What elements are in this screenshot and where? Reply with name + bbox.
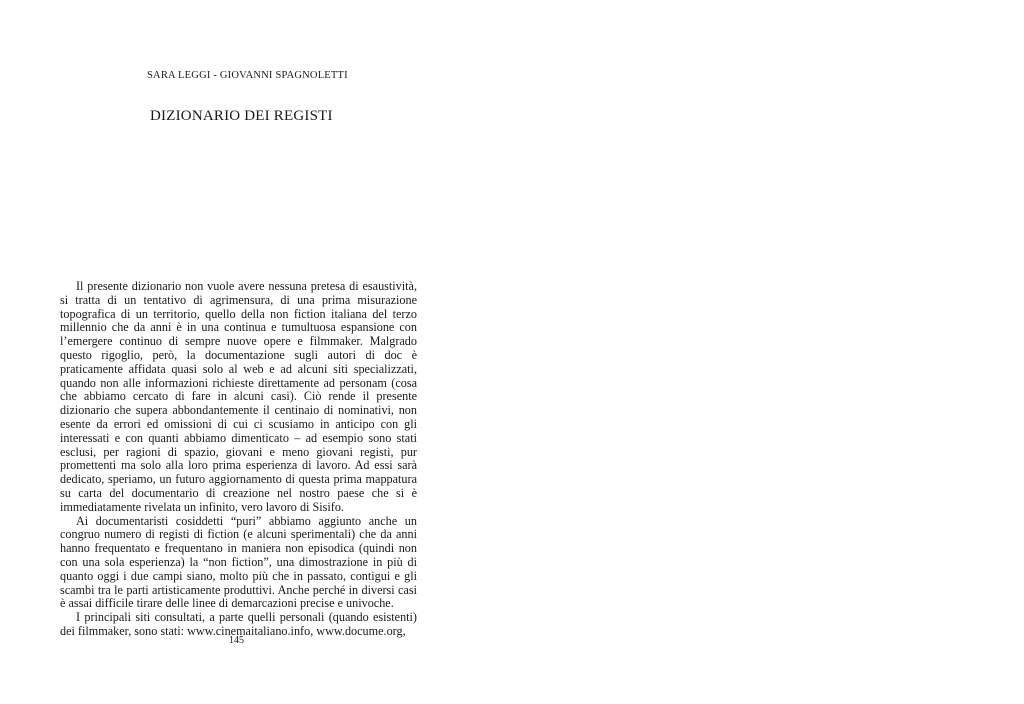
paragraph: I principali siti consultati, a parte quelli personali (quando esistenti) dei filmmaker, sono stati: www.cinemaitaliano.info, www.docume.org, [60,610,417,638]
body-text [60,280,417,639]
running-header-authors: SARA LEGGI - GIOVANNI SPAGNOLETTI [147,70,348,81]
page-title: DIZIONARIO DEI REGISTI [150,108,333,124]
paragraph: Ai documentaristi cosiddetti “puri” abbiamo aggiunto anche un congruo numero di registi di fiction (e alcuni sperimentali) che da anni hanno frequentato e frequentano in maniera non episodica (quindi non con una sola esperienza) la “non fiction”, una dimostrazione in più di quanto oggi i due campi siano, molto più che in passato, contigui e gli scambi tra le parti artisticamente produttivi. Anche perché in diversi casi è assai difficile tirare delle linee di demarcazioni precise e univoche. [60,513,417,611]
page-number: 145 [229,635,244,646]
paragraph: Il presente dizionario non vuole avere nessuna pretesa di esaustività, si tratta di un tentativo di agrimensura, di una prima misurazione topografica di un territorio, quello della non fiction italiana del terzo millennio che da anni è in una continua e tumultuosa espansione con l’emergere continuo di sempre nuove opere e filmmaker. Malgrado questo rigoglio, però, la documentazione sugli autori di doc è praticamente affidata quasi solo al web e ad alcuni siti specializzati, quando non alle informazioni richieste direttamente ad personam (cosa che abbiamo cercato di fare in alcuni casi). Ciò rende il presente dizionario che supera abbondantemente il centinaio di nominativi, non esente da errori ed omissioni di cui ci scusiamo in anticipo con gli interessati e con quanti abbiamo dimenticato – ad esempio sono stati esclusi, per ragioni di spazio, giovani e meno giovani registi, pur promettenti ma solo alla loro prima esperienza di lavoro. Ad essi sarà dedicato, speriamo, un futuro aggiornamento di questa prima mappatura su carta del documentario di creazione nel nostro paese che si è immediatamente rivelata un infinito, vero lavoro di Sisifo. [60,279,417,514]
